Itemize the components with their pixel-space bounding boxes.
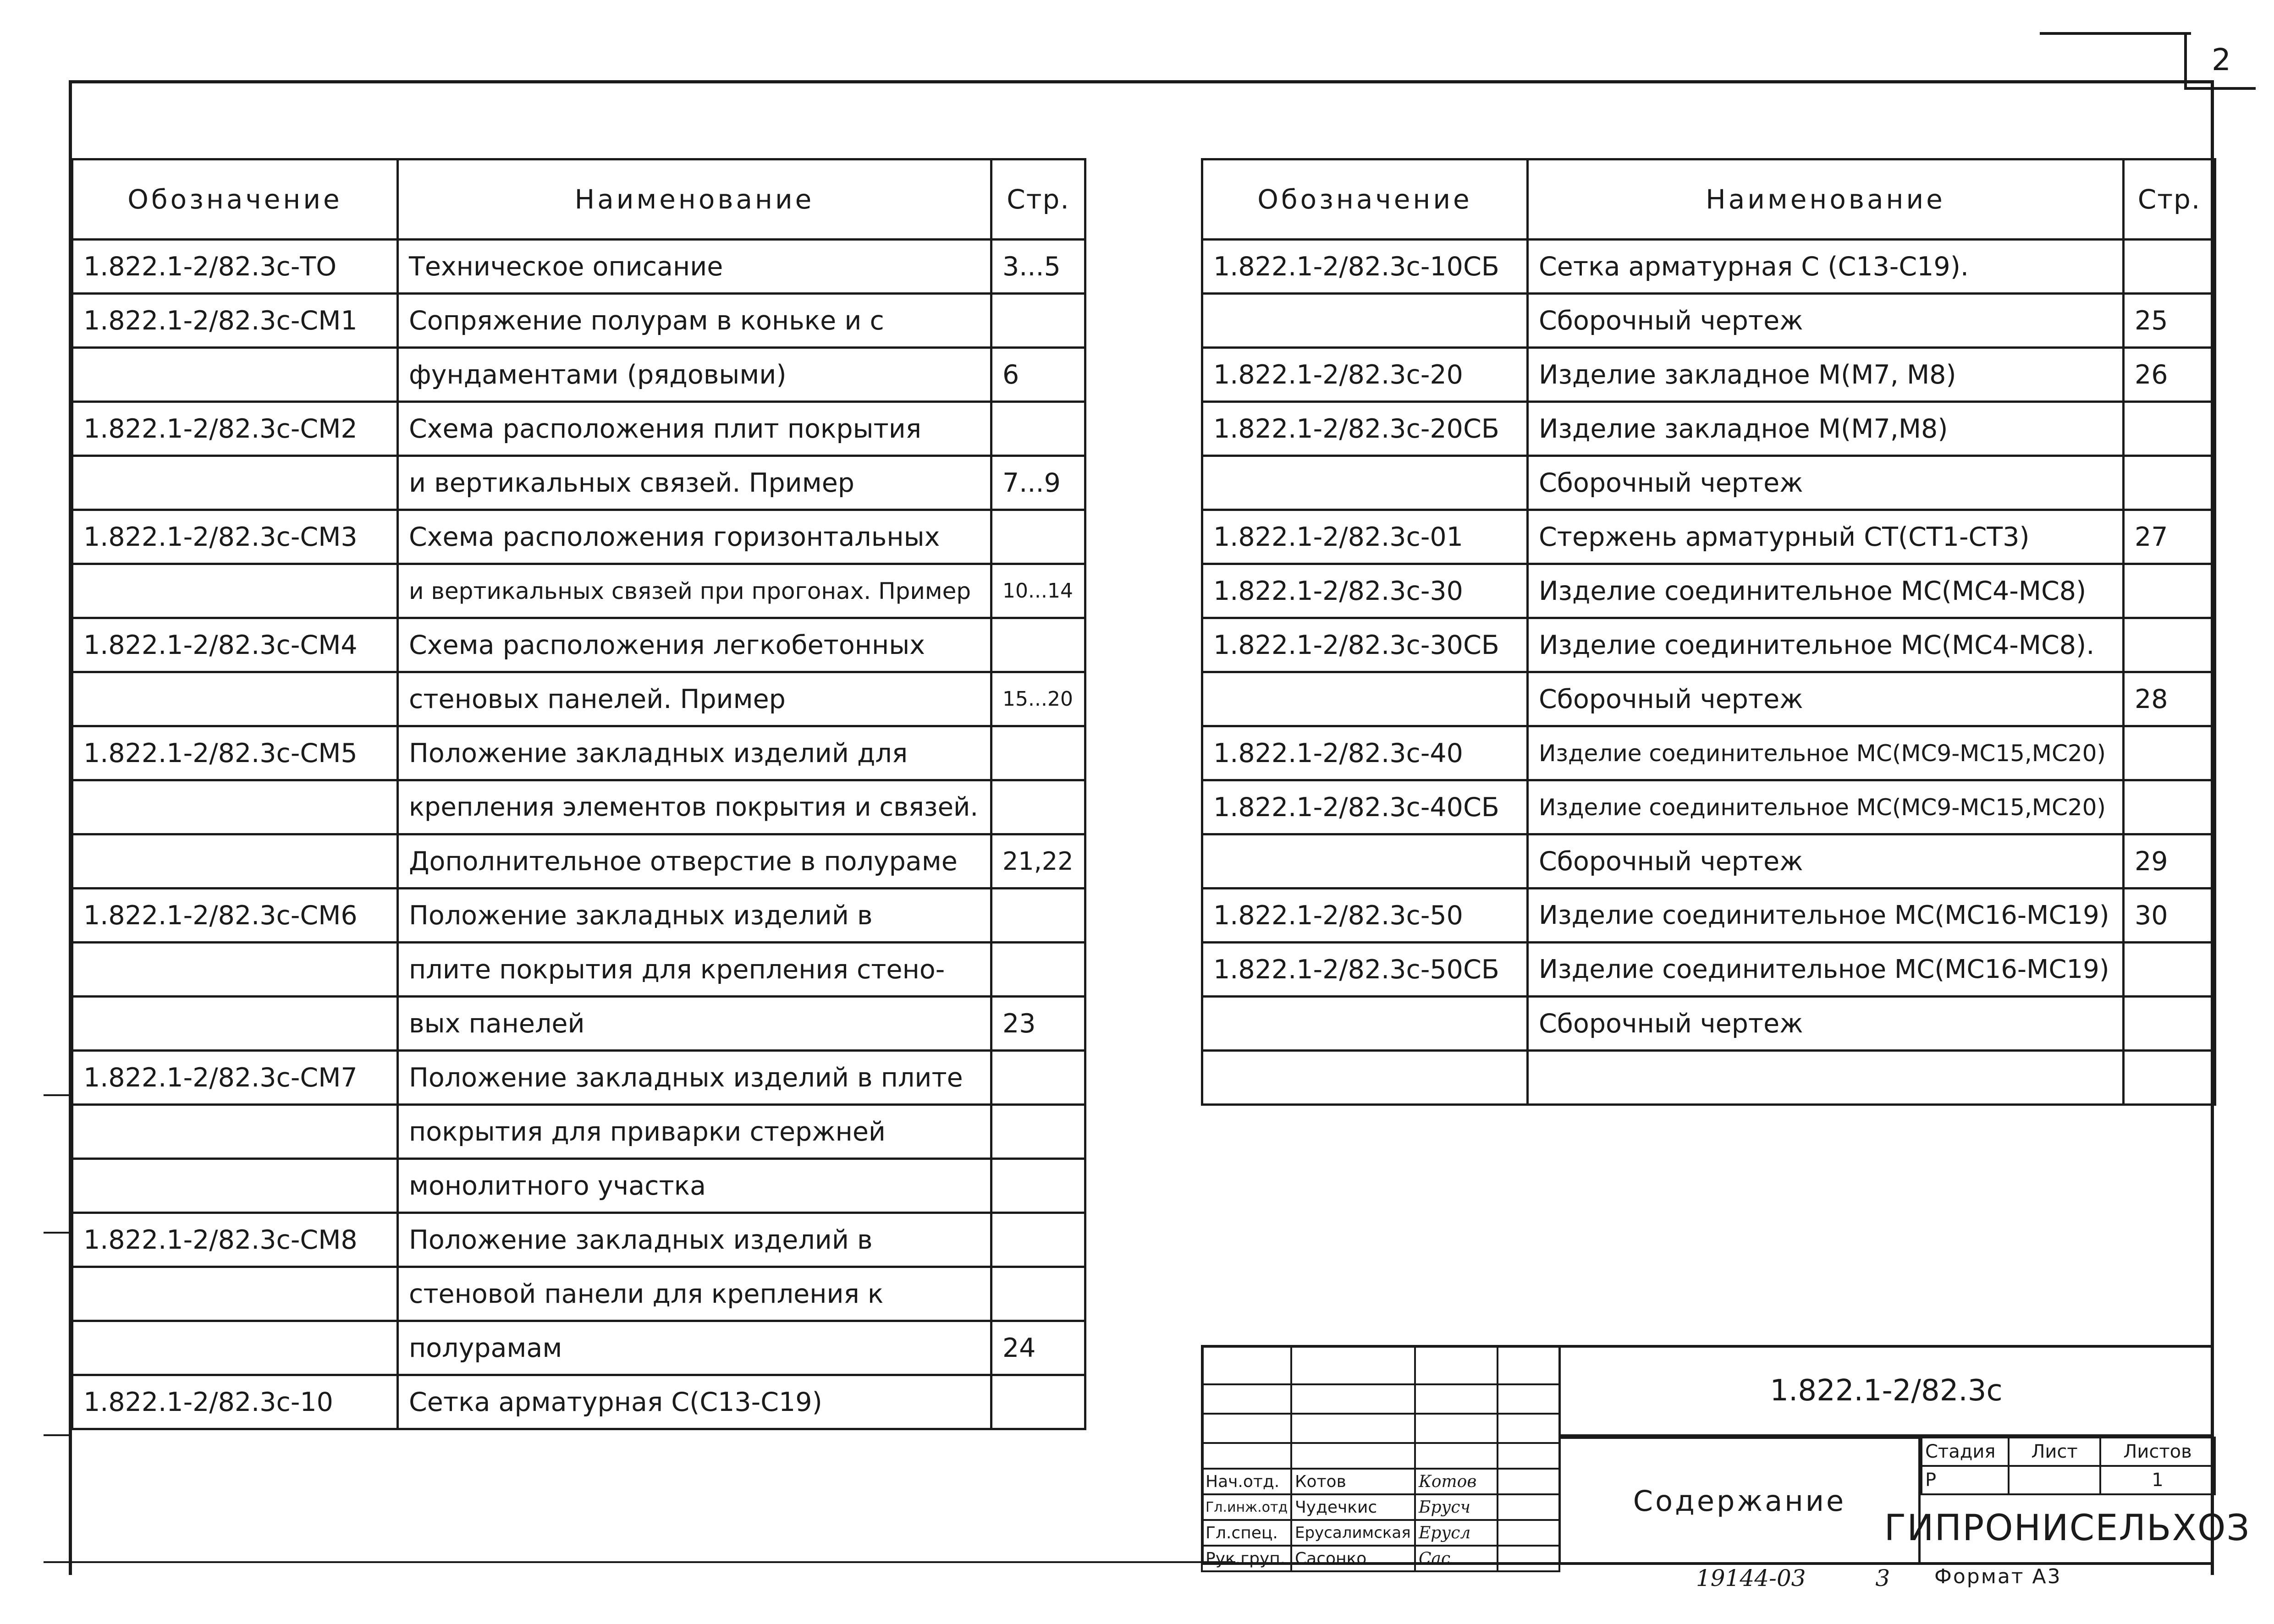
drawing-frame-top xyxy=(69,80,2214,83)
row-name: Положение закладных изделий в плите xyxy=(398,1051,991,1105)
table-row xyxy=(1202,456,2215,510)
row-name: Положение закладных изделий в xyxy=(398,1213,991,1267)
signatory-role: Гл.инж.отд xyxy=(1202,1494,1291,1520)
row-page: 21,22 xyxy=(991,834,1085,889)
row-name: и вертикальных связей при прогонах. Пример xyxy=(398,564,991,618)
table-row xyxy=(72,943,1085,997)
archive-number xyxy=(1696,1565,1890,1591)
table-row xyxy=(72,1213,1085,1267)
row-page xyxy=(2124,240,2215,294)
table-row xyxy=(72,889,1085,943)
left-table-body xyxy=(72,240,1085,1429)
row-name: Положение закладных изделий для xyxy=(398,726,991,780)
stage-grid xyxy=(1921,1437,2216,1495)
row-name: Сборочный чертеж xyxy=(1528,456,2124,510)
row-name: Изделие соединительное МС(МС9-МС15,МС20) xyxy=(1528,726,2124,780)
table-row xyxy=(72,1375,1085,1429)
archive-number-value: 19144-03 xyxy=(1696,1565,1806,1591)
row-code: 1.822.1-2/82.3с-СМ4 xyxy=(72,618,398,672)
row-page xyxy=(2124,402,2215,456)
row-name: Положение закладных изделий в xyxy=(398,889,991,943)
row-page: 23 xyxy=(991,997,1085,1051)
row-code: 1.822.1-2/82.3с-50 xyxy=(1202,889,1528,943)
document-title: Содержание xyxy=(1558,1437,1921,1565)
sheets-label: Листов xyxy=(2100,1437,2215,1466)
row-name: стеновых панелей. Пример xyxy=(398,672,991,726)
column-header-code: Обозначение xyxy=(72,159,398,240)
table-row xyxy=(72,402,1085,456)
row-page: 15...20 xyxy=(991,672,1085,726)
right-table-body xyxy=(1202,240,2215,1105)
row-page: 25 xyxy=(2124,294,2215,348)
table-row xyxy=(1202,997,2215,1051)
column-header-code: Обозначение xyxy=(1202,159,1528,240)
row-page xyxy=(2124,1051,2215,1105)
sheet-label: Лист xyxy=(2009,1437,2100,1466)
row-page xyxy=(2124,780,2215,834)
row-page: 10...14 xyxy=(991,564,1085,618)
right-contents-table xyxy=(1201,158,2216,1106)
row-code: 1.822.1-2/82.3с-СМ2 xyxy=(72,402,398,456)
row-name: Сборочный чертеж xyxy=(1528,672,2124,726)
signature: Брусч xyxy=(1415,1494,1498,1520)
signature: Котов xyxy=(1415,1469,1498,1494)
row-name: Изделие соединительное МС(МС9-МС15,МС20) xyxy=(1528,780,2124,834)
row-name: Техническое описание xyxy=(398,240,991,294)
row-name: Сетка арматурная С(С13-С19) xyxy=(398,1375,991,1429)
row-code: 1.822.1-2/82.3с-СМ5 xyxy=(72,726,398,780)
table-row xyxy=(72,1051,1085,1105)
margin-tick xyxy=(44,1094,71,1096)
row-name: Стержень арматурный СТ(СТ1-СТ3) xyxy=(1528,510,2124,564)
row-name: покрытия для приварки стержней xyxy=(398,1105,991,1159)
row-name: Изделие закладное М(М7,М8) xyxy=(1528,402,2124,456)
row-code xyxy=(1202,294,1528,348)
row-page: 28 xyxy=(2124,672,2215,726)
row-code xyxy=(1202,456,1528,510)
row-page xyxy=(991,1051,1085,1105)
row-code xyxy=(72,456,398,510)
row-name: Изделие закладное М(М7, М8) xyxy=(1528,348,2124,402)
table-row xyxy=(72,997,1085,1051)
stage-label: Стадия xyxy=(1922,1437,2009,1466)
row-name: монолитного участка xyxy=(398,1159,991,1213)
signature: Сас xyxy=(1415,1546,1498,1571)
row-page xyxy=(991,1159,1085,1213)
row-name: Сетка арматурная С (С13-С19). xyxy=(1528,240,2124,294)
row-page: 29 xyxy=(2124,834,2215,889)
row-page xyxy=(991,780,1085,834)
row-code: 1.822.1-2/82.3с-СМ8 xyxy=(72,1213,398,1267)
signatory-role: Рук.груп. xyxy=(1202,1546,1291,1571)
row-code: 1.822.1-2/82.3с-20СБ xyxy=(1202,402,1528,456)
row-page xyxy=(2124,726,2215,780)
row-code: 1.822.1-2/82.3с-СМ1 xyxy=(72,294,398,348)
row-page xyxy=(991,726,1085,780)
row-name: Сборочный чертеж xyxy=(1528,294,2124,348)
row-name: Сопряжение полурам в коньке и с xyxy=(398,294,991,348)
left-contents-table xyxy=(71,158,1086,1430)
row-code xyxy=(72,1321,398,1375)
row-code xyxy=(72,780,398,834)
table-row xyxy=(72,294,1085,348)
row-page: 27 xyxy=(2124,510,2215,564)
table-row xyxy=(1202,834,2215,889)
row-name: и вертикальных связей. Пример xyxy=(398,456,991,510)
row-page: 24 xyxy=(991,1321,1085,1375)
row-name xyxy=(1528,1051,2124,1105)
table-row xyxy=(1202,348,2215,402)
row-code: 1.822.1-2/82.3с-10 xyxy=(72,1375,398,1429)
row-page xyxy=(2124,456,2215,510)
row-code xyxy=(72,564,398,618)
row-name: плите покрытия для крепления стено- xyxy=(398,943,991,997)
row-code xyxy=(1202,672,1528,726)
signature: Ерусл xyxy=(1415,1520,1498,1546)
row-code xyxy=(72,943,398,997)
table-row xyxy=(72,1159,1085,1213)
row-page xyxy=(991,943,1085,997)
row-name: Дополнительное отверстие в полураме xyxy=(398,834,991,889)
row-page xyxy=(991,294,1085,348)
row-code xyxy=(1202,834,1528,889)
margin-tick xyxy=(44,1232,71,1234)
row-code xyxy=(72,1159,398,1213)
column-header-page: Стр. xyxy=(991,159,1085,240)
sheet-number: 2 xyxy=(2184,32,2256,90)
table-row xyxy=(1202,726,2215,780)
row-page: 26 xyxy=(2124,348,2215,402)
table-row xyxy=(72,726,1085,780)
row-page xyxy=(991,1375,1085,1429)
table-row xyxy=(72,456,1085,510)
table-row xyxy=(1202,780,2215,834)
row-code: 1.822.1-2/82.3с-СМ3 xyxy=(72,510,398,564)
row-code: 1.822.1-2/82.3с-01 xyxy=(1202,510,1528,564)
row-page: 7...9 xyxy=(991,456,1085,510)
table-row xyxy=(72,510,1085,564)
row-name: полурамам xyxy=(398,1321,991,1375)
row-name: Схема расположения горизонтальных xyxy=(398,510,991,564)
table-row xyxy=(1202,943,2215,997)
row-code: 1.822.1-2/82.3с-СМ6 xyxy=(72,889,398,943)
archive-sheet-value: 3 xyxy=(1875,1565,1890,1591)
column-header-name: Наименование xyxy=(1528,159,2124,240)
row-code xyxy=(72,672,398,726)
row-name: Сборочный чертеж xyxy=(1528,997,2124,1051)
row-code: 1.822.1-2/82.3с-ТО xyxy=(72,240,398,294)
row-page xyxy=(991,1267,1085,1321)
row-name: Изделие соединительное МС(МС4-МС8) xyxy=(1528,564,2124,618)
table-row xyxy=(1202,889,2215,943)
table-row xyxy=(72,1267,1085,1321)
signatory-name: Ерусалимская xyxy=(1291,1520,1415,1546)
row-code: 1.822.1-2/82.3с-40 xyxy=(1202,726,1528,780)
table-row xyxy=(72,834,1085,889)
row-page xyxy=(991,510,1085,564)
row-name: Схема расположения плит покрытия xyxy=(398,402,991,456)
signatory-name: Чудечкис xyxy=(1291,1494,1415,1520)
sheets-value: 1 xyxy=(2100,1466,2215,1494)
row-code xyxy=(72,834,398,889)
row-code: 1.822.1-2/82.3с-СМ7 xyxy=(72,1051,398,1105)
row-code: 1.822.1-2/82.3с-30СБ xyxy=(1202,618,1528,672)
column-header-page: Стр. xyxy=(2124,159,2215,240)
row-name: Сборочный чертеж xyxy=(1528,834,2124,889)
margin-tick xyxy=(44,1434,71,1436)
row-page xyxy=(2124,618,2215,672)
row-page xyxy=(991,402,1085,456)
table-row xyxy=(72,348,1085,402)
row-code: 1.822.1-2/82.3с-30 xyxy=(1202,564,1528,618)
row-page xyxy=(2124,564,2215,618)
stage-value: Р xyxy=(1922,1466,2009,1494)
table-row xyxy=(72,618,1085,672)
row-page: 6 xyxy=(991,348,1085,402)
row-page xyxy=(991,618,1085,672)
row-code xyxy=(1202,997,1528,1051)
row-page xyxy=(2124,997,2215,1051)
row-code xyxy=(72,1105,398,1159)
signatory-role: Нач.отд. xyxy=(1202,1469,1291,1494)
sheet-value xyxy=(2009,1466,2100,1494)
row-name: вых панелей xyxy=(398,997,991,1051)
row-code: 1.822.1-2/82.3с-40СБ xyxy=(1202,780,1528,834)
table-row xyxy=(1202,564,2215,618)
signatory-name: Сасонко xyxy=(1291,1546,1415,1571)
row-name: фундаментами (рядовыми) xyxy=(398,348,991,402)
row-page: 3...5 xyxy=(991,240,1085,294)
table-row xyxy=(1202,240,2215,294)
table-row xyxy=(1202,672,2215,726)
sheet-number-line xyxy=(2040,32,2191,35)
row-code xyxy=(1202,1051,1528,1105)
row-code xyxy=(72,348,398,402)
row-page xyxy=(991,1105,1085,1159)
table-row xyxy=(72,240,1085,294)
table-row xyxy=(72,780,1085,834)
organization-name: ГИПРОНИСЕЛЬХОЗ xyxy=(1884,1508,2251,1549)
row-name: Изделие соединительное МС(МС16-МС19) xyxy=(1528,943,2124,997)
row-code: 1.822.1-2/82.3с-20 xyxy=(1202,348,1528,402)
paper-format: Формат А3 xyxy=(1934,1565,2062,1588)
row-page: 30 xyxy=(2124,889,2215,943)
column-header-name: Наименование xyxy=(398,159,991,240)
row-page xyxy=(991,889,1085,943)
row-code: 1.822.1-2/82.3с-10СБ xyxy=(1202,240,1528,294)
table-row xyxy=(72,564,1085,618)
row-page xyxy=(2124,943,2215,997)
table-row xyxy=(1202,1051,2215,1105)
table-row xyxy=(1202,510,2215,564)
signature-grid xyxy=(1201,1345,1560,1572)
row-name: Схема расположения легкобетонных xyxy=(398,618,991,672)
table-row xyxy=(1202,294,2215,348)
table-row xyxy=(1202,618,2215,672)
table-row xyxy=(72,672,1085,726)
signatory-role: Гл.спец. xyxy=(1202,1520,1291,1546)
row-name: Изделие соединительное МС(МС16-МС19) xyxy=(1528,889,2124,943)
table-row xyxy=(72,1105,1085,1159)
document-code: 1.822.1-2/82.3с xyxy=(1558,1345,2214,1437)
row-code: 1.822.1-2/82.3с-50СБ xyxy=(1202,943,1528,997)
table-row xyxy=(1202,402,2215,456)
row-name: стеновой панели для крепления к xyxy=(398,1267,991,1321)
row-code xyxy=(72,1267,398,1321)
row-page xyxy=(991,1213,1085,1267)
row-name: Изделие соединительное МС(МС4-МС8). xyxy=(1528,618,2124,672)
row-code xyxy=(72,997,398,1051)
row-name: крепления элементов покрытия и связей. xyxy=(398,780,991,834)
table-row xyxy=(72,1321,1085,1375)
margin-tick xyxy=(44,1561,1235,1563)
signatory-name: Котов xyxy=(1291,1469,1415,1494)
